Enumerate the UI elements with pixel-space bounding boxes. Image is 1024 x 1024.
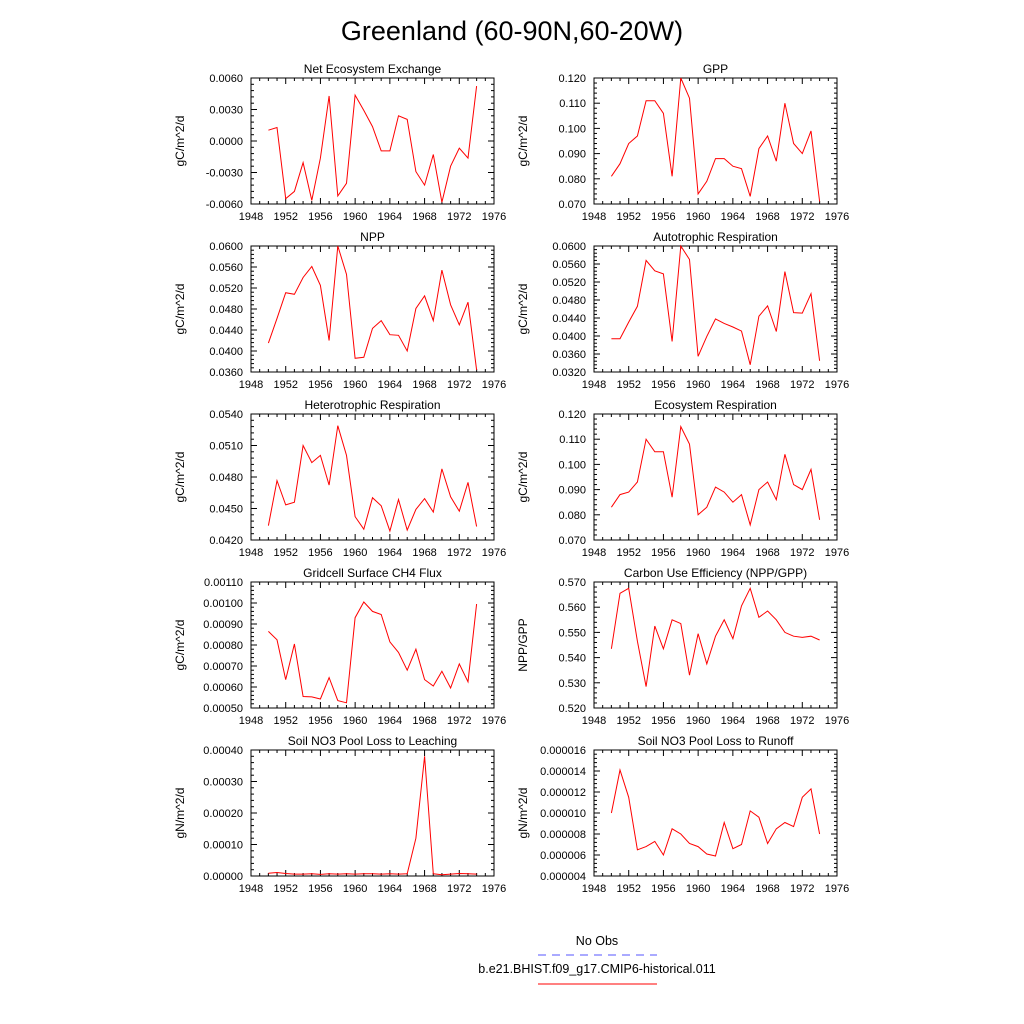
x-tick-label: 1972 [790, 715, 815, 727]
panel-title: Soil NO3 Pool Loss to Runoff [637, 734, 794, 748]
plot-frame [594, 78, 837, 204]
y-tick-label: 0.0420 [209, 535, 243, 547]
panel-title: Soil NO3 Pool Loss to Leaching [287, 734, 458, 748]
y-tick-label: 0.0450 [209, 503, 243, 516]
y-tick-label: 0.070 [558, 535, 586, 547]
y-tick-label: 0.000014 [540, 766, 586, 778]
x-tick-label: 1976 [824, 379, 850, 391]
y-tick-label: 0.0480 [552, 295, 586, 307]
x-tick-label: 1960 [342, 379, 368, 391]
series-line [268, 602, 476, 703]
x-tick-label: 1972 [447, 379, 472, 391]
x-tick-label: 1968 [412, 883, 437, 895]
y-tick-label: 0.00030 [203, 776, 243, 789]
x-tick-label: 1972 [447, 547, 472, 559]
x-tick-label: 1964 [720, 211, 746, 223]
series-line [268, 426, 476, 531]
x-tick-label: 1972 [447, 211, 472, 223]
y-axis-label: gC/m^2/d [173, 283, 187, 335]
y-tick-label: 0.00060 [203, 682, 243, 694]
y-axis-label: gC/m^2/d [516, 115, 530, 167]
panel-soil-no3-pool-loss-to-runoff [516, 734, 849, 895]
x-tick-label: 1972 [790, 379, 815, 391]
y-tick-label: 0.120 [558, 73, 586, 85]
y-tick-label: 0.540 [558, 652, 586, 665]
plot-frame [251, 582, 494, 708]
y-axis-label: NPP/GPP [516, 618, 530, 672]
x-tick-label: 1976 [824, 547, 850, 559]
y-tick-label: 0.080 [558, 173, 586, 186]
x-tick-label: 1952 [273, 883, 298, 895]
series-line [611, 770, 819, 856]
y-tick-label: 0.00070 [203, 661, 243, 673]
y-tick-label: 0.000006 [540, 850, 586, 862]
panel-carbon-use-efficiency-npp-gpp [516, 566, 849, 727]
y-tick-label: 0.000010 [540, 808, 586, 820]
y-axis-label: gC/m^2/d [516, 451, 530, 503]
x-tick-label: 1960 [685, 883, 711, 895]
panel-heterotrophic-respiration [173, 398, 506, 559]
x-tick-label: 1964 [720, 379, 746, 391]
x-tick-label: 1964 [720, 883, 746, 895]
x-tick-label: 1964 [377, 379, 403, 391]
x-tick-label: 1948 [581, 379, 607, 391]
x-tick-label: 1952 [616, 883, 641, 895]
y-tick-label: 0.000012 [540, 787, 586, 799]
y-tick-label: 0.110 [559, 434, 586, 447]
x-tick-label: 1948 [581, 211, 607, 223]
panel-title: Heterotrophic Respiration [304, 398, 441, 412]
y-axis-label: gC/m^2/d [173, 115, 187, 167]
y-tick-label: 0.560 [558, 602, 586, 615]
panel-title: Net Ecosystem Exchange [303, 62, 442, 76]
x-tick-label: 1960 [342, 715, 368, 727]
y-tick-label: 0.0480 [209, 472, 243, 484]
y-tick-label: 0.110 [559, 98, 586, 111]
series-line [268, 246, 476, 370]
x-tick-label: 1960 [685, 211, 711, 223]
x-tick-label: 1964 [377, 547, 403, 559]
x-tick-label: 1968 [412, 379, 437, 391]
panel-title: Autotrophic Respiration [653, 230, 778, 244]
y-tick-label: 0.120 [558, 409, 586, 421]
x-tick-label: 1956 [651, 379, 676, 391]
y-axis-label: gN/m^2/d [173, 787, 187, 839]
y-tick-label: 0.00020 [203, 808, 243, 820]
x-tick-label: 1964 [720, 547, 746, 559]
y-tick-label: 0.00000 [203, 871, 243, 883]
plot-frame [251, 414, 494, 540]
y-tick-label: 0.000004 [540, 871, 586, 883]
y-tick-label: 0.0360 [209, 367, 243, 379]
x-tick-label: 1968 [755, 883, 780, 895]
y-tick-label: 0.0000 [209, 136, 243, 148]
panel-title: Carbon Use Efficiency (NPP/GPP) [623, 566, 808, 580]
x-tick-label: 1952 [273, 547, 298, 559]
x-tick-label: 1952 [616, 715, 641, 727]
x-tick-label: 1952 [273, 715, 298, 727]
x-tick-label: 1948 [238, 547, 264, 559]
y-tick-label: 0.0510 [209, 440, 243, 453]
y-tick-label: 0.0520 [209, 283, 243, 295]
y-tick-label: 0.090 [558, 484, 586, 497]
y-tick-label: 0.0440 [552, 313, 586, 325]
y-tick-label: 0.0520 [552, 277, 586, 289]
y-tick-label: 0.550 [558, 627, 586, 640]
x-tick-label: 1960 [685, 715, 711, 727]
x-tick-label: 1976 [481, 547, 507, 559]
x-tick-label: 1948 [581, 715, 607, 727]
x-tick-label: 1968 [412, 211, 437, 223]
panel-ecosystem-respiration [516, 398, 849, 559]
x-tick-label: 1956 [651, 715, 676, 727]
panel-npp [173, 230, 506, 391]
x-tick-label: 1956 [308, 211, 333, 223]
plot-frame [251, 78, 494, 204]
x-tick-label: 1952 [616, 379, 641, 391]
legend [478, 934, 715, 984]
x-tick-label: 1968 [755, 211, 780, 223]
x-tick-label: 1960 [685, 547, 711, 559]
y-tick-label: 0.0480 [209, 304, 243, 316]
y-axis-label: gC/m^2/d [173, 619, 187, 671]
panel-title: Gridcell Surface CH4 Flux [303, 566, 442, 580]
x-tick-label: 1976 [824, 211, 850, 223]
x-tick-label: 1948 [238, 715, 264, 727]
x-tick-label: 1976 [481, 379, 507, 391]
x-tick-label: 1972 [790, 883, 815, 895]
y-tick-label: 0.0060 [209, 73, 243, 85]
series-line [611, 246, 819, 365]
y-tick-label: 0.00010 [203, 839, 243, 852]
y-tick-label: 0.090 [558, 148, 586, 161]
y-tick-label: 0.080 [558, 509, 586, 522]
series-line [611, 78, 819, 202]
x-tick-label: 1968 [412, 547, 437, 559]
x-tick-label: 1952 [273, 211, 298, 223]
y-tick-label: 0.100 [558, 459, 586, 472]
y-tick-label: 0.00040 [203, 745, 243, 757]
y-tick-label: 0.0360 [552, 349, 586, 361]
panel-title: GPP [702, 62, 729, 76]
y-tick-label: 0.0400 [209, 346, 243, 358]
plot-frame [594, 246, 837, 372]
x-tick-label: 1968 [755, 379, 780, 391]
y-tick-label: 0.000008 [540, 829, 586, 841]
x-tick-label: 1956 [651, 547, 676, 559]
x-tick-label: 1948 [581, 547, 607, 559]
x-tick-label: 1956 [651, 211, 676, 223]
y-tick-label: 0.0030 [209, 104, 243, 117]
x-tick-label: 1976 [824, 715, 850, 727]
panel-net-ecosystem-exchange [173, 62, 506, 223]
x-tick-label: 1956 [651, 883, 676, 895]
y-tick-label: 0.570 [558, 577, 586, 589]
plot-frame [594, 750, 837, 876]
y-tick-label: 0.100 [558, 123, 586, 136]
y-tick-label: 0.00050 [203, 703, 243, 715]
y-tick-label: 0.00090 [203, 619, 243, 631]
series-line [268, 86, 476, 202]
x-tick-label: 1964 [720, 715, 746, 727]
x-tick-label: 1976 [481, 211, 507, 223]
panel-soil-no3-pool-loss-to-leaching [173, 734, 506, 895]
chart-panels [173, 62, 849, 895]
x-tick-label: 1960 [685, 379, 711, 391]
y-tick-label: 0.070 [558, 199, 586, 211]
panel-title: NPP [360, 230, 385, 244]
plot-frame [251, 246, 494, 372]
panel-title: Ecosystem Respiration [654, 398, 777, 412]
y-tick-label: 0.530 [558, 677, 586, 690]
x-tick-label: 1956 [308, 547, 333, 559]
x-tick-label: 1972 [447, 715, 472, 727]
x-tick-label: 1968 [755, 715, 780, 727]
x-tick-label: 1948 [238, 379, 264, 391]
y-tick-label: -0.0030 [205, 167, 243, 180]
x-tick-label: 1972 [790, 211, 815, 223]
x-tick-label: 1956 [308, 883, 333, 895]
figure-title: Greenland (60-90N,60-20W) [340, 16, 684, 46]
y-tick-label: 0.00110 [204, 577, 243, 589]
y-axis-label: gC/m^2/d [516, 283, 530, 335]
plot-frame [251, 750, 494, 876]
x-tick-label: 1964 [377, 211, 403, 223]
panel-gridcell-surface-ch4-flux [173, 566, 506, 727]
panel-gpp [516, 62, 849, 223]
series-line [268, 756, 476, 874]
x-tick-label: 1972 [447, 883, 472, 895]
x-tick-label: 1952 [616, 547, 641, 559]
y-tick-label: 0.0540 [209, 409, 243, 421]
x-tick-label: 1976 [481, 715, 507, 727]
x-tick-label: 1952 [616, 211, 641, 223]
y-tick-label: 0.0560 [209, 262, 243, 274]
plot-frame [594, 414, 837, 540]
x-tick-label: 1960 [342, 211, 368, 223]
y-tick-label: -0.0060 [205, 199, 243, 211]
y-tick-label: 0.520 [558, 703, 586, 715]
x-tick-label: 1972 [790, 547, 815, 559]
y-tick-label: 0.0600 [552, 241, 586, 253]
y-tick-label: 0.0600 [209, 241, 243, 253]
y-tick-label: 0.0560 [552, 259, 586, 271]
x-tick-label: 1948 [238, 883, 264, 895]
series-line [611, 427, 819, 525]
legend-label-no-obs: No Obs [575, 934, 619, 948]
x-tick-label: 1968 [412, 715, 437, 727]
x-tick-label: 1948 [238, 211, 264, 223]
x-tick-label: 1964 [377, 883, 403, 895]
y-axis-label: gN/m^2/d [516, 787, 530, 839]
x-tick-label: 1968 [755, 547, 780, 559]
series-line [611, 588, 819, 686]
x-tick-label: 1960 [342, 883, 368, 895]
panel-autotrophic-respiration [516, 230, 849, 391]
y-tick-label: 0.00080 [203, 640, 243, 652]
x-tick-label: 1948 [581, 883, 607, 895]
x-tick-label: 1976 [824, 883, 850, 895]
y-tick-label: 0.0320 [552, 367, 586, 379]
y-tick-label: 0.0440 [209, 325, 243, 337]
y-tick-label: 0.00100 [203, 598, 243, 610]
x-tick-label: 1964 [377, 715, 403, 727]
x-tick-label: 1956 [308, 715, 333, 727]
x-tick-label: 1960 [342, 547, 368, 559]
y-tick-label: 0.000016 [540, 745, 586, 757]
x-tick-label: 1976 [481, 883, 507, 895]
legend-label-model: b.e21.BHIST.f09_g17.CMIP6-historical.011 [478, 962, 716, 976]
x-tick-label: 1956 [308, 379, 333, 391]
y-tick-label: 0.0400 [552, 331, 586, 343]
x-tick-label: 1952 [273, 379, 298, 391]
y-axis-label: gC/m^2/d [173, 451, 187, 503]
